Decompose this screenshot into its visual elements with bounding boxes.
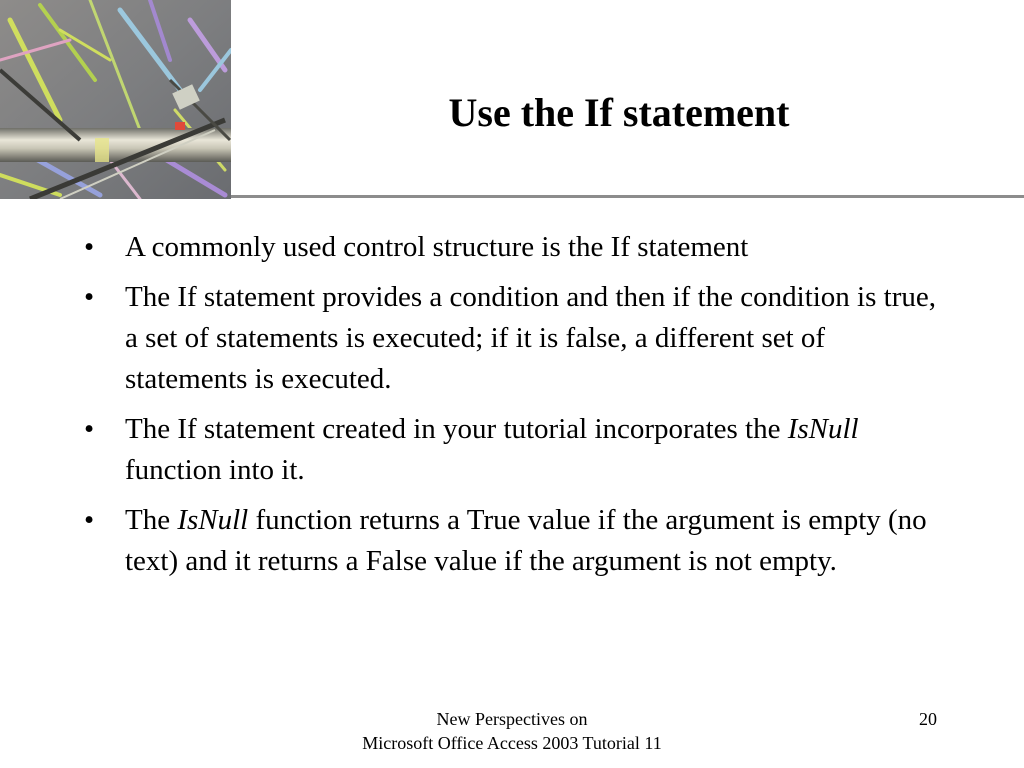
bullet-list bbox=[84, 227, 954, 591]
bullet-text-lead: The If statement created in your tutorial incorporates the bbox=[125, 413, 788, 445]
slide-title: Use the If statement bbox=[448, 90, 790, 135]
bullet-dot-icon: • bbox=[84, 504, 95, 536]
bullet-dot-icon: • bbox=[84, 413, 95, 445]
bullet-item bbox=[84, 409, 954, 491]
bullet-text-lead: The bbox=[125, 504, 178, 536]
bullet-text-after: function into it. bbox=[125, 454, 305, 486]
bullet-dot-icon: • bbox=[84, 281, 95, 313]
bullet-item bbox=[84, 500, 954, 582]
decorative-corner-image bbox=[0, 0, 231, 199]
footer-line-1: New Perspectives on bbox=[436, 709, 588, 729]
bullet-text: A commonly used control structure is the If statement bbox=[125, 231, 749, 263]
footer-line-2: Microsoft Office Access 2003 Tutorial 11 bbox=[362, 733, 662, 753]
bullet-dot-icon: • bbox=[84, 231, 95, 263]
abstract-light-streaks-image bbox=[0, 0, 231, 199]
page-number: 20 bbox=[919, 709, 937, 729]
bullet-item bbox=[84, 227, 954, 268]
bullet-item bbox=[84, 277, 954, 400]
bullet-text-emphasis: IsNull bbox=[177, 504, 249, 536]
title-divider bbox=[231, 195, 1024, 198]
bullet-text-emphasis: IsNull bbox=[787, 413, 859, 445]
bullet-text-after: function returns a True value if the argument is empty (no text) and it returns a False value if the argument is not empty. bbox=[125, 504, 927, 577]
footer-caption bbox=[312, 707, 712, 755]
bullet-text: The If statement provides a condition and then if the condition is true, a set of statements is executed; if it is false, a different set of statements is executed. bbox=[125, 281, 936, 395]
